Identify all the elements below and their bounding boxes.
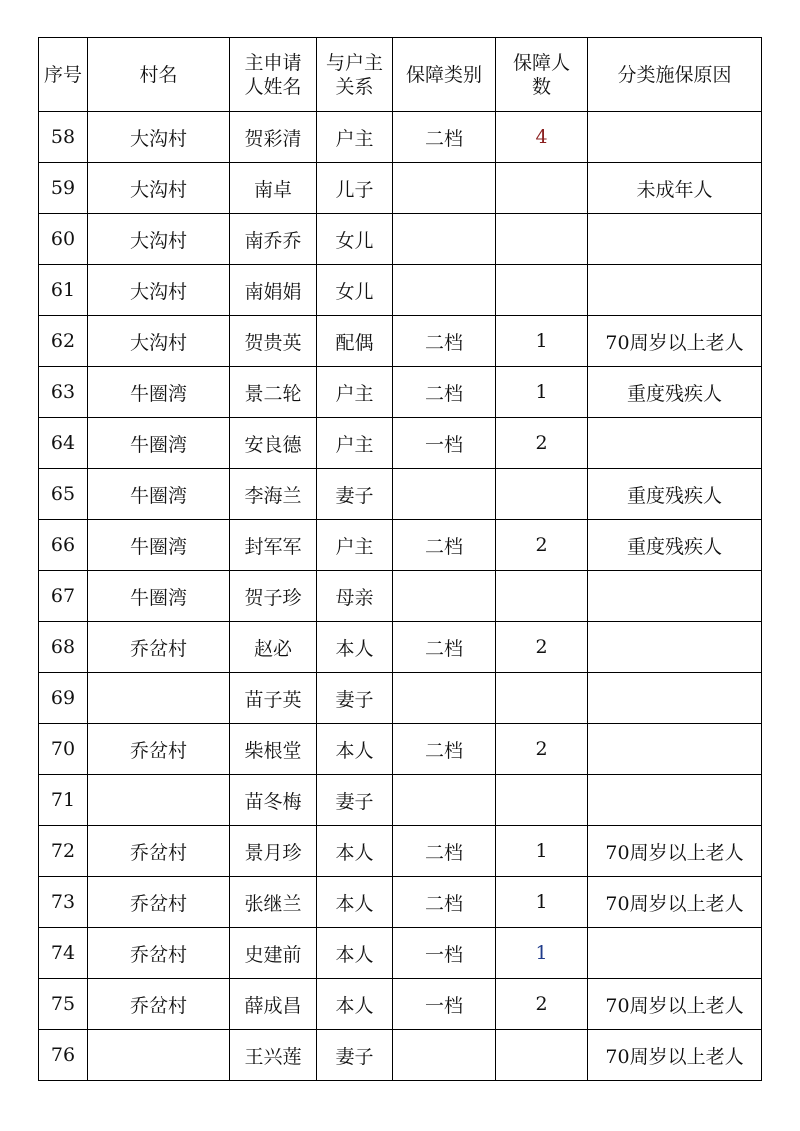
table-row [39, 775, 762, 826]
cell-category: 二档 [393, 877, 496, 928]
cell-seq: 61 [39, 265, 88, 316]
cell-village: 牛圈湾 [88, 418, 230, 469]
cell-count: 1 [496, 928, 588, 979]
cell-village: 大沟村 [88, 112, 230, 163]
table-row [39, 163, 762, 214]
cell-reason [588, 571, 762, 622]
cell-count [496, 163, 588, 214]
cell-applicant-name: 李海兰 [230, 469, 317, 520]
cell-relation: 妻子 [317, 673, 393, 724]
cell-applicant-name: 薛成昌 [230, 979, 317, 1030]
cell-count [496, 469, 588, 520]
cell-reason [588, 418, 762, 469]
cell-count: 1 [496, 316, 588, 367]
cell-village: 大沟村 [88, 265, 230, 316]
cell-seq: 64 [39, 418, 88, 469]
cell-reason [588, 112, 762, 163]
cell-seq: 71 [39, 775, 88, 826]
cell-count [496, 571, 588, 622]
table-row [39, 469, 762, 520]
cell-seq: 58 [39, 112, 88, 163]
cell-count: 1 [496, 367, 588, 418]
cell-relation: 妻子 [317, 1030, 393, 1081]
cell-category: 二档 [393, 724, 496, 775]
cell-applicant-name: 张继兰 [230, 877, 317, 928]
cell-relation: 儿子 [317, 163, 393, 214]
cell-village: 大沟村 [88, 163, 230, 214]
table-row [39, 571, 762, 622]
cell-category: 一档 [393, 928, 496, 979]
table-row [39, 877, 762, 928]
header-row [39, 38, 762, 112]
cell-count [496, 265, 588, 316]
cell-seq: 74 [39, 928, 88, 979]
cell-reason [588, 775, 762, 826]
cell-reason: 70周岁以上老人 [588, 826, 762, 877]
header-relation [317, 38, 393, 112]
cell-village: 乔岔村 [88, 826, 230, 877]
cell-village: 乔岔村 [88, 724, 230, 775]
cell-seq: 75 [39, 979, 88, 1030]
cell-applicant-name: 安良德 [230, 418, 317, 469]
cell-village: 乔岔村 [88, 928, 230, 979]
cell-relation: 本人 [317, 928, 393, 979]
cell-reason: 70周岁以上老人 [588, 979, 762, 1030]
cell-relation: 妻子 [317, 469, 393, 520]
cell-reason [588, 928, 762, 979]
table-row [39, 520, 762, 571]
table-row [39, 265, 762, 316]
cell-village: 乔岔村 [88, 877, 230, 928]
cell-reason: 70周岁以上老人 [588, 1030, 762, 1081]
table-row [39, 622, 762, 673]
cell-applicant-name: 苗冬梅 [230, 775, 317, 826]
cell-village [88, 775, 230, 826]
cell-relation: 户主 [317, 112, 393, 163]
header-applicant-line1: 主申请 [244, 51, 302, 74]
table-row [39, 928, 762, 979]
cell-count [496, 673, 588, 724]
cell-village: 乔岔村 [88, 979, 230, 1030]
table-row [39, 112, 762, 163]
cell-category [393, 265, 496, 316]
cell-relation: 户主 [317, 418, 393, 469]
cell-relation: 本人 [317, 979, 393, 1030]
cell-reason: 70周岁以上老人 [588, 877, 762, 928]
table-row [39, 214, 762, 265]
cell-count: 2 [496, 979, 588, 1030]
cell-village [88, 673, 230, 724]
cell-seq: 66 [39, 520, 88, 571]
header-reason: 分类施保原因 [588, 38, 762, 112]
cell-count [496, 214, 588, 265]
cell-village: 大沟村 [88, 214, 230, 265]
cell-seq: 67 [39, 571, 88, 622]
cell-seq: 73 [39, 877, 88, 928]
cell-category [393, 163, 496, 214]
cell-village: 牛圈湾 [88, 469, 230, 520]
cell-seq: 69 [39, 673, 88, 724]
cell-category: 二档 [393, 316, 496, 367]
cell-reason: 70周岁以上老人 [588, 316, 762, 367]
cell-village: 牛圈湾 [88, 571, 230, 622]
cell-seq: 72 [39, 826, 88, 877]
table-row [39, 367, 762, 418]
cell-category [393, 571, 496, 622]
table-row [39, 826, 762, 877]
cell-seq: 62 [39, 316, 88, 367]
cell-category [393, 1030, 496, 1081]
cell-seq: 65 [39, 469, 88, 520]
cell-category [393, 469, 496, 520]
cell-relation: 户主 [317, 520, 393, 571]
cell-reason: 重度残疾人 [588, 469, 762, 520]
cell-applicant-name: 南娟娟 [230, 265, 317, 316]
cell-reason: 重度残疾人 [588, 520, 762, 571]
header-count-line2: 数 [531, 75, 551, 98]
cell-reason [588, 214, 762, 265]
cell-village [88, 1030, 230, 1081]
header-relation-line1: 与户主 [325, 51, 383, 74]
cell-count: 4 [496, 112, 588, 163]
cell-village: 乔岔村 [88, 622, 230, 673]
table-body [39, 112, 762, 1081]
cell-relation: 户主 [317, 367, 393, 418]
cell-relation: 本人 [317, 622, 393, 673]
header-count-line1: 保障人 [512, 51, 570, 74]
cell-seq: 60 [39, 214, 88, 265]
cell-seq: 76 [39, 1030, 88, 1081]
cell-seq: 70 [39, 724, 88, 775]
cell-count: 1 [496, 877, 588, 928]
cell-relation: 本人 [317, 826, 393, 877]
cell-count: 2 [496, 622, 588, 673]
cell-reason [588, 265, 762, 316]
table-row [39, 316, 762, 367]
table-header [39, 38, 762, 112]
cell-applicant-name: 贺贵英 [230, 316, 317, 367]
cell-category: 一档 [393, 979, 496, 1030]
header-count [496, 38, 588, 112]
cell-applicant-name: 景月珍 [230, 826, 317, 877]
cell-reason: 未成年人 [588, 163, 762, 214]
cell-category: 一档 [393, 418, 496, 469]
table-row [39, 1030, 762, 1081]
cell-category: 二档 [393, 520, 496, 571]
cell-relation: 本人 [317, 724, 393, 775]
header-applicant-name [230, 38, 317, 112]
cell-category: 二档 [393, 367, 496, 418]
cell-count [496, 1030, 588, 1081]
cell-category: 二档 [393, 112, 496, 163]
cell-relation: 妻子 [317, 775, 393, 826]
table-row [39, 418, 762, 469]
cell-count: 2 [496, 520, 588, 571]
cell-village: 牛圈湾 [88, 367, 230, 418]
cell-count: 2 [496, 724, 588, 775]
cell-reason [588, 622, 762, 673]
cell-reason [588, 724, 762, 775]
cell-village: 牛圈湾 [88, 520, 230, 571]
cell-seq: 63 [39, 367, 88, 418]
cell-category: 二档 [393, 826, 496, 877]
cell-applicant-name: 王兴莲 [230, 1030, 317, 1081]
cell-applicant-name: 史建前 [230, 928, 317, 979]
header-category: 保障类别 [393, 38, 496, 112]
table-row [39, 673, 762, 724]
cell-applicant-name: 苗子英 [230, 673, 317, 724]
cell-relation: 母亲 [317, 571, 393, 622]
cell-applicant-name: 柴根堂 [230, 724, 317, 775]
cell-reason [588, 673, 762, 724]
cell-applicant-name: 贺彩清 [230, 112, 317, 163]
cell-relation: 女儿 [317, 265, 393, 316]
header-seq: 序号 [39, 38, 88, 112]
cell-village: 大沟村 [88, 316, 230, 367]
cell-reason: 重度残疾人 [588, 367, 762, 418]
header-village: 村名 [88, 38, 230, 112]
cell-relation: 配偶 [317, 316, 393, 367]
cell-applicant-name: 南卓 [230, 163, 317, 214]
cell-applicant-name: 封军军 [230, 520, 317, 571]
cell-category [393, 673, 496, 724]
table-row [39, 724, 762, 775]
cell-applicant-name: 赵必 [230, 622, 317, 673]
header-relation-line2: 关系 [335, 75, 374, 98]
cell-applicant-name: 贺子珍 [230, 571, 317, 622]
assistance-roster-table [38, 37, 762, 1081]
cell-count [496, 775, 588, 826]
cell-applicant-name: 景二轮 [230, 367, 317, 418]
cell-category [393, 775, 496, 826]
cell-count: 1 [496, 826, 588, 877]
cell-relation: 女儿 [317, 214, 393, 265]
cell-category [393, 214, 496, 265]
table-row [39, 979, 762, 1030]
cell-applicant-name: 南乔乔 [230, 214, 317, 265]
cell-category: 二档 [393, 622, 496, 673]
cell-count: 2 [496, 418, 588, 469]
header-applicant-line2: 人姓名 [244, 75, 302, 98]
cell-seq: 68 [39, 622, 88, 673]
cell-seq: 59 [39, 163, 88, 214]
cell-relation: 本人 [317, 877, 393, 928]
